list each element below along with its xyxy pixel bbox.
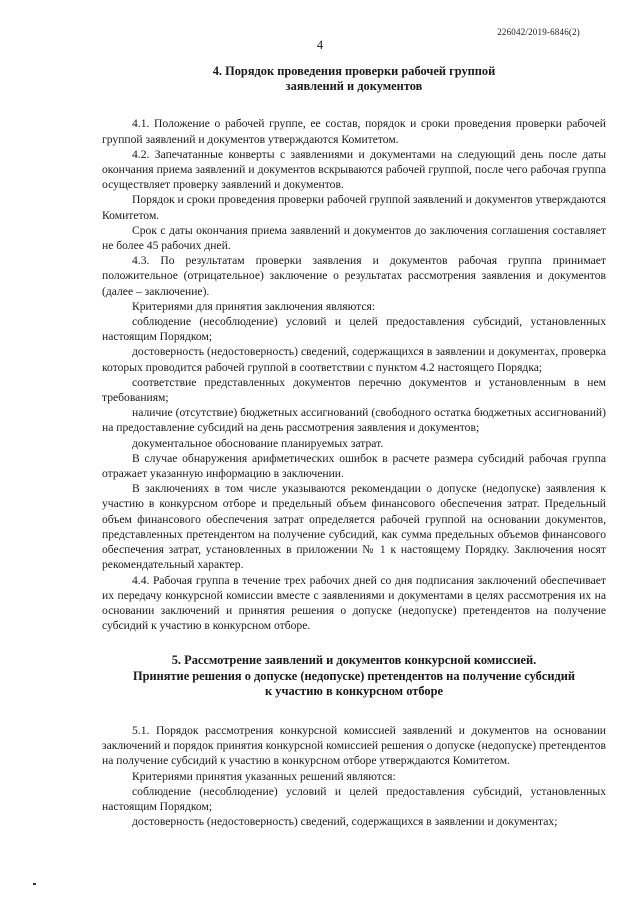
section-4-heading-line-1: 4. Порядок проведения проверки рабочей группой	[212, 64, 496, 78]
paragraph-4-1: 4.1. Положение о рабочей группе, ее состав, порядок и сроки проведения проверки рабочей группой заявлений и документов утверждаются Комитетом.	[102, 117, 606, 146]
criterion-compliance: соответствие представленных документов перечню документов и установленным в нем требованиям;	[102, 375, 606, 405]
document-body	[102, 64, 606, 829]
page-number: 4	[316, 38, 324, 52]
paragraph-4-4: 4.4. Рабочая группа в течение трех рабочих дней со дня подписания заключений обеспечивает их передачу конкурсной комиссии вместе с заявлениями и документами в целях рассмотрения их на основании заключений и принятия решения о допуске (недопуске) претендентов на получение субсидий к участию в конкурсном отборе.	[102, 573, 606, 633]
section-5-heading	[102, 653, 606, 699]
criterion-5-conditions: соблюдение (несоблюдение) условий и целей предоставления субсидий, установленных настоящим Порядком;	[102, 784, 606, 813]
paragraph-arithmetic-errors: В случае обнаружения арифметических ошибок в расчете размера субсидий рабочая группа отражает указанную информацию в заключении.	[102, 451, 606, 481]
paragraph-4-2-deadline: Срок с даты окончания приема заявлений и документов до заключения соглашения составляет не более 45 рабочих дней.	[102, 223, 606, 253]
section-4-heading-line-2: заявлений и документов	[285, 79, 423, 94]
paragraph-4-3: 4.3. По результатам проверки заявления и документов рабочая группа принимает положительное (отрицательное) заключение о результатах рассмотрения заявления и документов (далее – заключение).	[102, 254, 606, 298]
section-5-heading-line-2: Принятие решения о допуске (недопуске) претендентов на получение субсидий	[132, 668, 576, 683]
scan-mark	[33, 883, 36, 885]
section-5-heading-line-1: 5. Рассмотрение заявлений и документов конкурсной комиссией.	[171, 653, 537, 668]
criterion-5-reliability: достоверность (недостоверность) сведений, содержащихся в заявлении и документах;	[132, 815, 558, 829]
criterion-reliability: достоверность (недостоверность) сведений, содержащихся в заявлении и документах, проверка которых проводится рабочей группой в соответствии с пунктом 4.2 настоящего Порядка;	[102, 345, 606, 374]
paragraph-4-2-procedure: Порядок и сроки проведения проверки рабочей группой заявлений и документов утверждаются Комитетом.	[102, 193, 606, 222]
paragraph-5-criteria-intro: Критериями принятия указанных решений являются:	[132, 769, 396, 783]
paragraph-5-1: 5.1. Порядок рассмотрения конкурсной комиссией заявлений и документов на основании заключений и порядок принятия конкурсной комиссией решения о допуске (недопуске) претендентов на получение субсидий к участию в конкурсном отборе утверждаются Комитетом.	[102, 723, 606, 768]
paragraph-4-2: 4.2. Запечатанные конверты с заявлениями и документами на следующий день после даты окончания приема заявлений и документов вскрываются рабочей группой, после чего рабочая группа осуществляет проверку заявлений и документов.	[102, 147, 606, 192]
criterion-conditions: соблюдение (несоблюдение) условий и целей предоставления субсидий, установленных настоящим Порядком;	[102, 315, 606, 344]
paragraph-criteria-intro: Критериями для принятия заключения являются:	[132, 299, 376, 313]
criterion-justification: документальное обоснование планируемых затрат.	[132, 436, 384, 450]
section-5-heading-line-3: к участию в конкурсном отборе	[265, 683, 443, 698]
section-4-heading	[102, 64, 606, 94]
document-registration-number: 226042/2019-6846(2)	[497, 27, 580, 37]
criterion-budget: наличие (отсутствие) бюджетных ассигнований (свободного остатка бюджетных ассигнований) на предоставление субсидий на день рассмотрения заявления и документов;	[102, 406, 606, 435]
paragraph-recommendations: В заключениях в том числе указываются рекомендации о допуске (недопуске) заявления к участию в конкурсном отборе и предельный объем финансового обеспечения затрат. Предельный объем финансового обеспечения затрат определяется рабочей группой на основании документов, представленных претендентом на получение субсидий, как сумма предельных объемов финансового обеспечения затрат, установленных в приложении № 1 к настоящему Порядку. Заключения носят рекомендательный характер.	[102, 482, 606, 572]
